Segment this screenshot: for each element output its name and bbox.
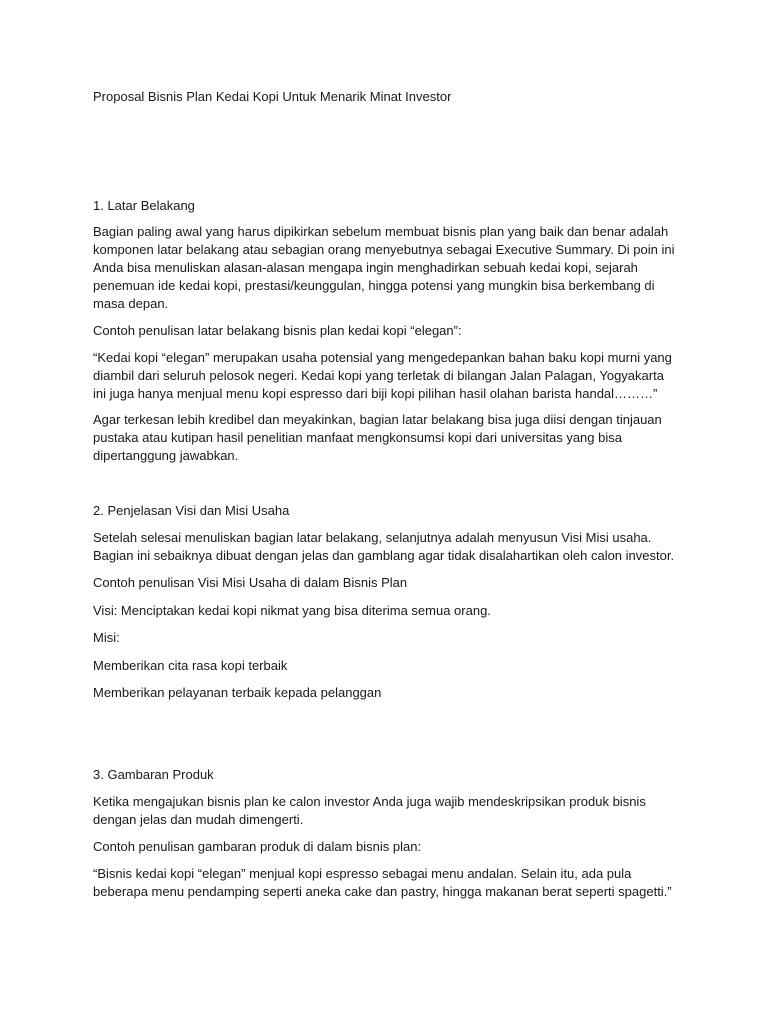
paragraph-line: dipertanggung jawabkan. [93,448,239,463]
paragraph-line: dengan jelas dan mudah dimengerti. [93,812,304,827]
paragraph-line: Contoh penulisan gambaran produk di dalam bisnis plan: [93,839,422,854]
paragraph-line: Contoh penulisan Visi Misi Usaha di dalam Bisnis Plan [93,575,408,590]
quote-line: “Kedai kopi “elegan” merupakan usaha potensial yang mengedepankan bahan baku kopi murni yang [93,350,672,365]
quote-line: “Bisnis kedai kopi “elegan” menjual kopi espresso sebagai menu andalan. Selain itu, ada pula [93,866,632,881]
paragraph-line: komponen latar belakang atau sebagian orang menyebutnya sebagai Executive Summary. Di poin ini [93,242,675,257]
paragraph-line: Setelah selesai menuliskan bagian latar belakang, selanjutnya adalah menyusun Visi Misi usaha. [93,530,652,545]
paragraph-line: Ketika mengajukan bisnis plan ke calon investor Anda juga wajib mendeskripsikan produk bisnis [93,794,646,809]
quote-line: diambil dari seluruh pelosok negeri. Kedai kopi yang terletak di bilangan Jalan Palagan, Yogyakarta [93,368,664,383]
paragraph-line: Agar terkesan lebih kredibel dan meyakinkan, bagian latar belakang bisa juga diisi dengan tinjauan [93,412,662,427]
paragraph-line: masa depan. [93,296,169,311]
section-heading-visi-misi: 2. Penjelasan Visi dan Misi Usaha [93,503,290,518]
visi-line: Visi: Menciptakan kedai kopi nikmat yang bisa diterima semua orang. [93,603,491,618]
quote-line: beberapa menu pendamping seperti aneka cake dan pastry, hingga makanan berat seperti spagetti.” [93,884,672,899]
paragraph-line: Anda bisa menuliskan alasan-alasan mengapa ingin menghadirkan sebuah kedai kopi, sejarah [93,260,638,275]
paragraph-line: Bagian paling awal yang harus dipikirkan sebelum membuat bisnis plan yang baik dan benar adalah [93,224,669,239]
misi-item: Memberikan cita rasa kopi terbaik [93,658,288,673]
document-title: Proposal Bisnis Plan Kedai Kopi Untuk Menarik Minat Investor [93,89,452,104]
misi-label: Misi: [93,630,120,645]
quote-line: ini juga hanya menjual menu kopi espresso dari biji kopi pilihan hasil olahan barista handal………” [93,386,658,401]
section-heading-gambaran-produk: 3. Gambaran Produk [93,767,214,782]
misi-item: Memberikan pelayanan terbaik kepada pelanggan [93,685,382,700]
paragraph-line: Bagian ini sebaiknya dibuat dengan jelas dan gamblang agar tidak disalahartikan oleh calon investor. [93,548,675,563]
paragraph-line: penemuan ide kedai kopi, prestasi/keunggulan, hingga potensi yang mungkin bisa berkembang di [93,278,655,293]
section-heading-latar-belakang: 1. Latar Belakang [93,198,195,213]
paragraph-line: pustaka atau kutipan hasil penelitian manfaat mengkonsumsi kopi dari universitas yang bisa [93,430,622,445]
paragraph-line: Contoh penulisan latar belakang bisnis plan kedai kopi “elegan”: [93,323,462,338]
